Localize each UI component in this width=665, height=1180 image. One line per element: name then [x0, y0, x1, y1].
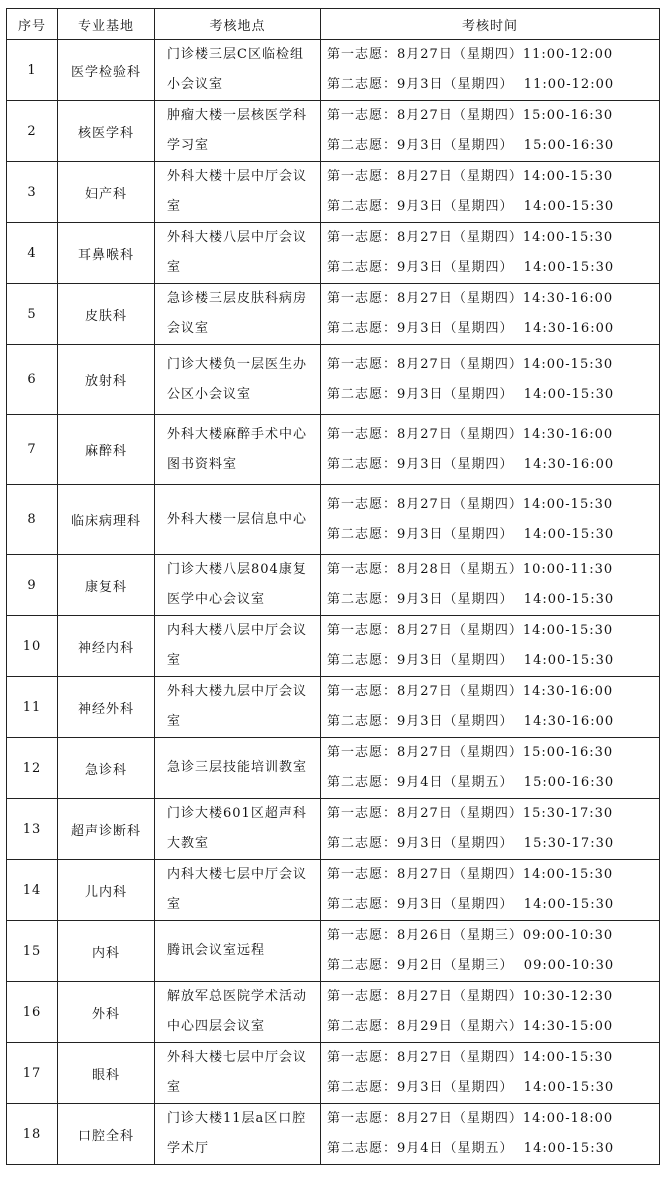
table-row: [7, 1043, 660, 1104]
first-choice-time: 第一志愿：8月27日（星期四）14:00-15:30: [327, 496, 614, 512]
row-time: [321, 677, 660, 738]
header-location: 考核地点: [155, 9, 321, 40]
row-time: [321, 799, 660, 860]
header-time: 考核时间: [321, 9, 660, 40]
table-row: [7, 1104, 660, 1165]
second-choice-time: 第二志愿：9月3日（星期四） 14:00-15:30: [327, 526, 615, 542]
row-department: 眼科: [58, 1043, 155, 1104]
row-department: 口腔全科: [58, 1104, 155, 1165]
table-row: [7, 921, 660, 982]
row-time: [321, 616, 660, 677]
second-choice-time: 第二志愿：9月3日（星期四） 14:30-16:00: [327, 714, 615, 729]
row-department: 神经内科: [58, 616, 155, 677]
row-location: 门诊大楼601区超声科大教室: [155, 799, 321, 860]
table-row: [7, 860, 660, 921]
table-header-row: [7, 9, 660, 40]
row-location: 肿瘤大楼一层核医学科学习室: [155, 101, 321, 162]
row-department: 康复科: [58, 555, 155, 616]
row-location: 外科大楼八层中厅会议室: [155, 223, 321, 284]
table-body: [7, 40, 660, 1165]
table-row: [7, 485, 660, 555]
first-choice-time: 第一志愿：8月27日（星期四）14:00-15:30: [327, 169, 614, 184]
table-row: [7, 40, 660, 101]
first-choice-time: 第一志愿：8月27日（星期四）14:00-15:30: [327, 867, 614, 882]
row-number: 4: [7, 223, 58, 284]
second-choice-time: 第二志愿：9月3日（星期四） 14:00-15:30: [327, 386, 615, 402]
row-time: [321, 860, 660, 921]
row-number: 3: [7, 162, 58, 223]
first-choice-time: 第一志愿：8月27日（星期四）14:00-15:30: [327, 356, 614, 372]
row-number: 5: [7, 284, 58, 345]
row-number: 9: [7, 555, 58, 616]
table-row: [7, 677, 660, 738]
row-time: [321, 1104, 660, 1165]
row-number: 1: [7, 40, 58, 101]
table-row: [7, 345, 660, 415]
first-choice-time: 第一志愿：8月27日（星期四）11:00-12:00: [327, 47, 614, 62]
table-row: [7, 555, 660, 616]
table-row: [7, 415, 660, 485]
row-time: [321, 162, 660, 223]
second-choice-time: 第二志愿：9月3日（星期四） 14:00-15:30: [327, 199, 615, 214]
row-department: 耳鼻喉科: [58, 223, 155, 284]
second-choice-time: 第二志愿：9月3日（星期四） 14:30-16:00: [327, 321, 615, 336]
row-department: 放射科: [58, 345, 155, 415]
row-time: [321, 738, 660, 799]
row-number: 7: [7, 415, 58, 485]
table-row: [7, 101, 660, 162]
row-number: 13: [7, 799, 58, 860]
row-location: 内科大楼八层中厅会议室: [155, 616, 321, 677]
row-number: 12: [7, 738, 58, 799]
row-location: 门诊大楼负一层医生办公区小会议室: [155, 345, 321, 415]
row-time: [321, 345, 660, 415]
row-number: 10: [7, 616, 58, 677]
row-number: 14: [7, 860, 58, 921]
first-choice-time: 第一志愿：8月27日（星期四）14:00-15:30: [327, 1050, 614, 1065]
first-choice-time: 第一志愿：8月27日（星期四）14:30-16:00: [327, 291, 614, 306]
row-location: 门诊大楼八层804康复医学中心会议室: [155, 555, 321, 616]
row-department: 核医学科: [58, 101, 155, 162]
row-time: [321, 485, 660, 555]
row-department: 临床病理科: [58, 485, 155, 555]
row-location: 外科大楼九层中厅会议室: [155, 677, 321, 738]
row-location: 内科大楼七层中厅会议室: [155, 860, 321, 921]
row-time: [321, 101, 660, 162]
row-location: 急诊楼三层皮肤科病房会议室: [155, 284, 321, 345]
first-choice-time: 第一志愿：8月27日（星期四）15:00-16:30: [327, 745, 614, 760]
row-time: [321, 921, 660, 982]
row-department: 外科: [58, 982, 155, 1043]
row-time: [321, 415, 660, 485]
row-location: 外科大楼一层信息中心: [155, 485, 321, 555]
row-number: 16: [7, 982, 58, 1043]
first-choice-time: 第一志愿：8月27日（星期四）15:00-16:30: [327, 108, 614, 123]
row-location: 腾讯会议室远程: [155, 921, 321, 982]
table-row: [7, 616, 660, 677]
row-department: 麻醉科: [58, 415, 155, 485]
row-number: 6: [7, 345, 58, 415]
header-number: 序号: [7, 9, 58, 40]
first-choice-time: 第一志愿：8月27日（星期四）15:30-17:30: [327, 806, 614, 821]
row-location: 外科大楼十层中厅会议室: [155, 162, 321, 223]
second-choice-time: 第二志愿：9月3日（星期四） 14:00-15:30: [327, 897, 615, 912]
row-location: 外科大楼七层中厅会议室: [155, 1043, 321, 1104]
row-time: [321, 223, 660, 284]
first-choice-time: 第一志愿：8月27日（星期四）10:30-12:30: [327, 989, 614, 1004]
second-choice-time: 第二志愿：9月3日（星期四） 14:00-15:30: [327, 1080, 615, 1095]
row-number: 8: [7, 485, 58, 555]
header-department: 专业基地: [58, 9, 155, 40]
row-department: 神经外科: [58, 677, 155, 738]
exam-schedule-table: [6, 8, 660, 1165]
second-choice-time: 第二志愿：9月4日（星期五） 14:00-15:30: [327, 1141, 615, 1156]
table-row: [7, 738, 660, 799]
row-time: [321, 40, 660, 101]
second-choice-time: 第二志愿：9月3日（星期四） 14:00-15:30: [327, 592, 615, 607]
table-row: [7, 162, 660, 223]
first-choice-time: 第一志愿：8月26日（星期三）09:00-10:30: [327, 928, 614, 943]
row-department: 医学检验科: [58, 40, 155, 101]
row-time: [321, 1043, 660, 1104]
second-choice-time: 第二志愿：9月3日（星期四） 11:00-12:00: [327, 77, 615, 92]
table-row: [7, 223, 660, 284]
second-choice-time: 第二志愿：9月3日（星期四） 14:30-16:00: [327, 456, 615, 472]
row-department: 内科: [58, 921, 155, 982]
second-choice-time: 第二志愿：9月3日（星期四） 14:00-15:30: [327, 653, 615, 668]
table-row: [7, 284, 660, 345]
row-number: 18: [7, 1104, 58, 1165]
table-row: [7, 982, 660, 1043]
row-number: 15: [7, 921, 58, 982]
row-time: [321, 982, 660, 1043]
first-choice-time: 第一志愿：8月27日（星期四）14:30-16:00: [327, 426, 614, 442]
row-department: 妇产科: [58, 162, 155, 223]
row-location: 急诊三层技能培训教室: [155, 738, 321, 799]
row-number: 17: [7, 1043, 58, 1104]
second-choice-time: 第二志愿：9月2日（星期三） 09:00-10:30: [327, 958, 615, 973]
first-choice-time: 第一志愿：8月27日（星期四）14:30-16:00: [327, 684, 614, 699]
second-choice-time: 第二志愿：9月4日（星期五） 15:00-16:30: [327, 775, 615, 790]
first-choice-time: 第一志愿：8月27日（星期四）14:00-15:30: [327, 623, 614, 638]
row-department: 儿内科: [58, 860, 155, 921]
row-location: 外科大楼麻醉手术中心图书资料室: [155, 415, 321, 485]
second-choice-time: 第二志愿：9月3日（星期四） 14:00-15:30: [327, 260, 615, 275]
row-location: 门诊大楼11层a区口腔学术厅: [155, 1104, 321, 1165]
second-choice-time: 第二志愿：9月3日（星期四） 15:00-16:30: [327, 138, 615, 153]
row-number: 11: [7, 677, 58, 738]
row-time: [321, 284, 660, 345]
row-number: 2: [7, 101, 58, 162]
second-choice-time: 第二志愿：8月29日（星期六）14:30-15:00: [327, 1019, 614, 1034]
first-choice-time: 第一志愿：8月27日（星期四）14:00-15:30: [327, 230, 614, 245]
row-department: 超声诊断科: [58, 799, 155, 860]
row-location: 门诊楼三层C区临检组小会议室: [155, 40, 321, 101]
row-department: 急诊科: [58, 738, 155, 799]
row-department: 皮肤科: [58, 284, 155, 345]
table-row: [7, 799, 660, 860]
first-choice-time: 第一志愿：8月28日（星期五）10:00-11:30: [327, 562, 614, 577]
row-location: 解放军总医院学术活动中心四层会议室: [155, 982, 321, 1043]
second-choice-time: 第二志愿：9月3日（星期四） 15:30-17:30: [327, 836, 615, 851]
first-choice-time: 第一志愿：8月27日（星期四）14:00-18:00: [327, 1111, 614, 1126]
row-time: [321, 555, 660, 616]
